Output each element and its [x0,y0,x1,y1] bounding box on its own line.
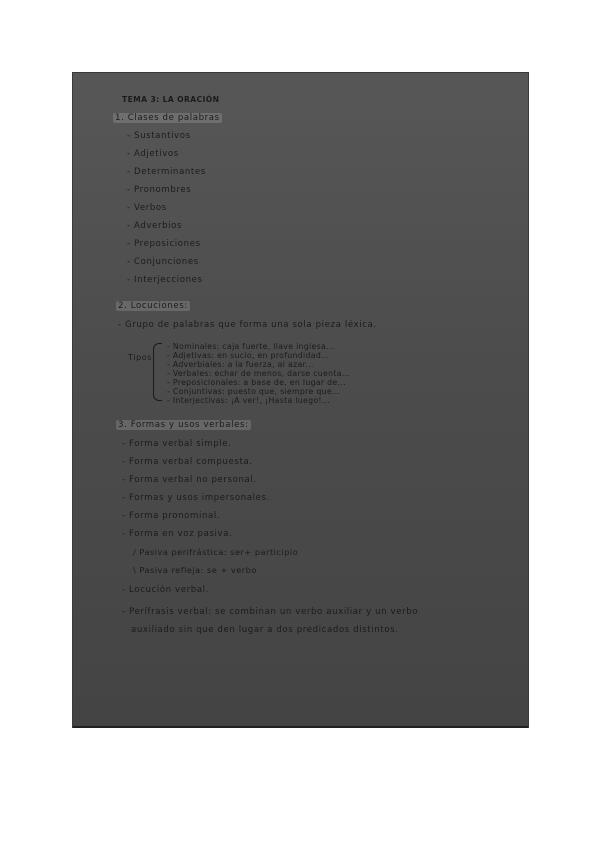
tipos-label: Tipos [128,353,153,362]
list-item: - Locución verbal. [122,585,209,595]
tipo-item: - Interjectivas: ¡A ver!, ¡Hasta luego!... [167,396,331,405]
list-item: - Forma en voz pasiva. [122,529,233,539]
photo-bottom-edge [73,726,528,728]
locucion-definition: - Grupo de palabras que forma una sola pieza léxica. [118,320,377,330]
list-item: - Adverbios [127,221,183,231]
brace-bracket [153,343,162,401]
list-item: - Pronombres [127,185,192,195]
list-item: - Determinantes [127,167,206,177]
section3-heading: 3. Formas y usos verbales: [118,420,249,430]
pasiva-item: \ Pasiva refleja: se + verbo [133,565,257,575]
list-item: - Adjetivos [127,149,179,159]
pasiva-item: / Pasiva perifrástica: ser+ participio [133,547,299,557]
list-item: - Forma verbal no personal. [122,475,257,485]
list-item: - Forma pronominal. [122,511,221,521]
tipo-item: - Adverbiales: a la fuerza, al azar... [167,360,314,369]
list-item: - Forma verbal simple. [122,439,232,449]
list-item: - Verbos [127,203,167,213]
section2-heading: 2. Locuciones: [118,301,188,311]
list-item: - Interjecciones [127,275,203,285]
page-title: TEMA 3: LA ORACIÓN [122,95,220,104]
tipo-item: - Verbales: echar de menos, darse cuenta... [167,369,351,378]
list-item: - Sustantivos [127,131,191,141]
list-item: - Perífrasis verbal: se combinan un verbo auxiliar y un verbo [122,607,419,617]
handwritten-notes [73,73,528,727]
list-item: - Forma verbal compuesta. [122,457,253,467]
notebook-photo [73,73,528,727]
tipo-item: - Nominales: caja fuerte, llave inglesa... [167,342,335,351]
section1-heading: 1. Clases de palabras [115,113,220,123]
tipo-item: - Conjuntivas: puesto que, siempre que... [167,387,341,396]
tipo-item: - Adjetivas: en sucio, en profundidad... [167,351,330,360]
tipo-item: - Preposicionales: a base de, en lugar de... [167,378,346,387]
list-item: - Preposiciones [127,239,201,249]
list-item: - Conjunciones [127,257,199,267]
list-item-continuation: auxiliado sin que den lugar a dos predicados distintos. [131,625,399,635]
list-item: - Formas y usos impersonales. [122,493,270,503]
